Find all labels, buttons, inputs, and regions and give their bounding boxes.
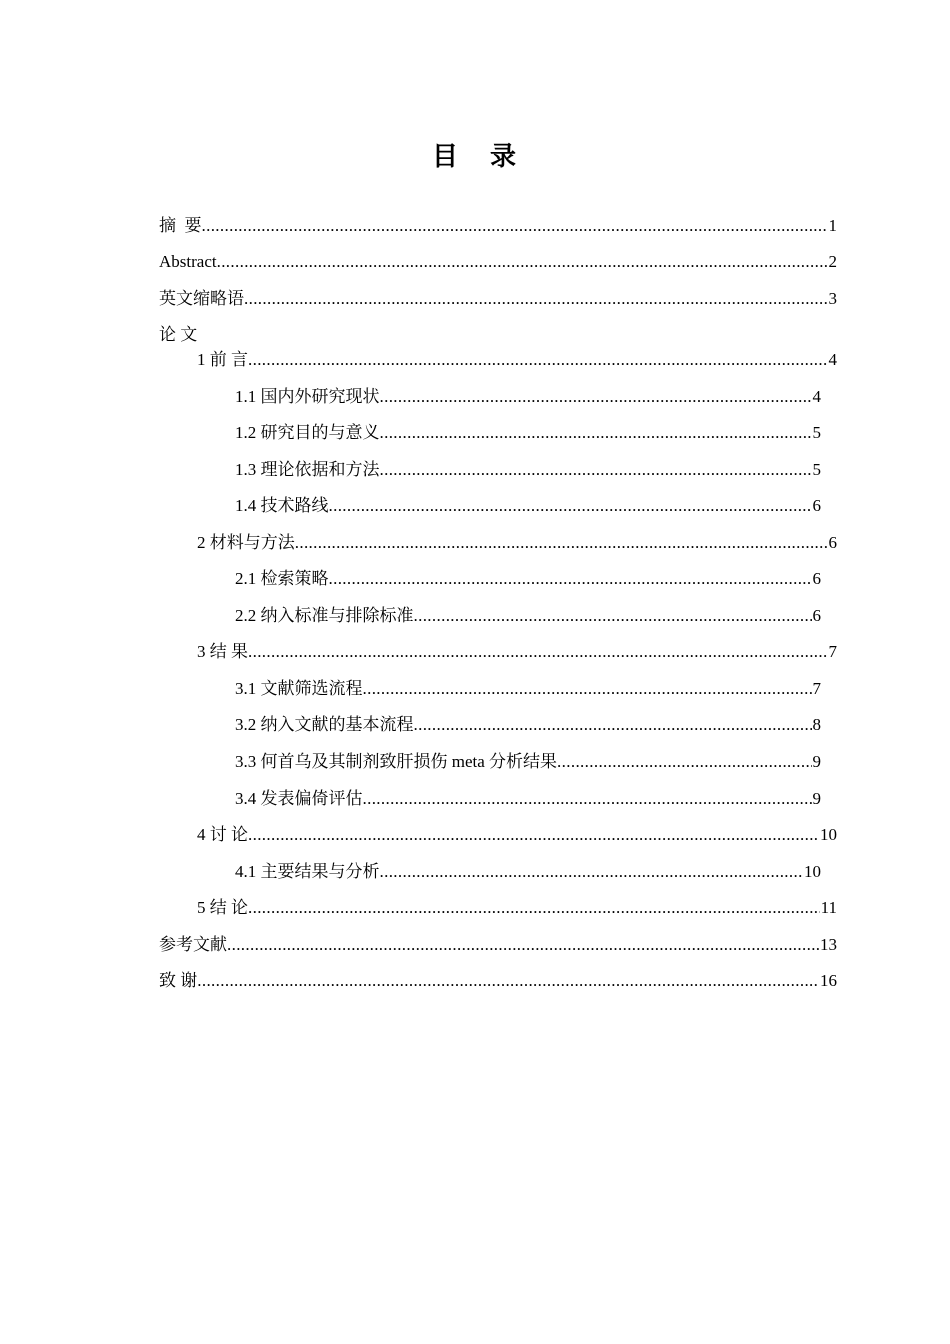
dot-leader: [329, 494, 812, 518]
toc-page-number: 11: [820, 898, 837, 917]
toc-entry-label: 致 谢: [159, 971, 198, 990]
title-char-1: 目: [431, 142, 460, 172]
toc-page-number: 6: [828, 533, 837, 552]
toc-entry-3-3[interactable]: [235, 750, 821, 774]
toc-entry-label: 3.3 何首乌及其制剂致肝损伤 meta 分析结果: [235, 752, 558, 771]
toc-entry-1-3[interactable]: [235, 458, 821, 482]
toc-page-number: 5: [812, 423, 821, 442]
toc-page-number: 9: [812, 752, 821, 771]
toc-entry-3-2[interactable]: [235, 713, 821, 737]
toc-page-number: 13: [820, 935, 837, 954]
toc-entry-label: 1 前 言: [197, 350, 248, 369]
toc-entry-references[interactable]: [159, 933, 837, 957]
dot-leader: [380, 385, 812, 409]
toc-page-number: 9: [812, 789, 821, 808]
toc-entry-abstract-en[interactable]: [159, 250, 837, 274]
dot-leader: [414, 604, 812, 628]
toc-entry-abstract-cn[interactable]: [159, 214, 837, 238]
toc-page-number: 6: [812, 606, 821, 625]
toc-entry-1-1[interactable]: [235, 385, 821, 409]
toc-entry-1-2[interactable]: [235, 421, 821, 445]
toc-page-number: 7: [812, 679, 821, 698]
toc-page-number: 2: [828, 252, 837, 271]
toc-entry-2-1[interactable]: [235, 567, 821, 591]
toc-page-number: 10: [804, 862, 821, 881]
toc-page-number: 8: [812, 715, 821, 734]
toc-entry-label: 5 结 论: [197, 898, 248, 917]
toc-page-number: 4: [812, 387, 821, 406]
title-char-2: 录: [490, 142, 519, 172]
toc-entry-label: 论 文: [159, 325, 198, 344]
toc-entry-1-4[interactable]: [235, 494, 821, 518]
toc-page-number: 1: [828, 216, 837, 235]
toc-entry-label: 3 结 果: [197, 642, 248, 661]
toc-entry-label: 2.2 纳入标准与排除标准: [235, 606, 414, 625]
toc-heading-thesis: [159, 323, 837, 347]
dot-leader: [295, 531, 828, 555]
toc-entry-label: 1.3 理论依据和方法: [235, 460, 380, 479]
toc-page-number: 10: [820, 825, 837, 844]
toc-page-number: 7: [828, 642, 837, 661]
toc-entry-chapter-3[interactable]: [197, 640, 837, 664]
dot-leader: [363, 677, 812, 701]
dot-leader: [248, 823, 819, 847]
dot-leader: [227, 933, 819, 957]
toc-entry-chapter-5[interactable]: [197, 896, 837, 920]
toc-entry-label: 4 讨 论: [197, 825, 248, 844]
dot-leader: [414, 713, 812, 737]
dot-leader: [329, 567, 812, 591]
toc-page-number: 16: [820, 971, 837, 990]
toc-entry-label: 4.1 主要结果与分析: [235, 862, 380, 881]
toc-entry-label: 1.1 国内外研究现状: [235, 387, 380, 406]
dot-leader: [363, 787, 812, 811]
toc-entry-label: Abstract: [159, 252, 217, 271]
dot-leader: [244, 287, 828, 311]
toc-entry-4-1[interactable]: [235, 860, 821, 884]
toc-entry-label: 1.2 研究目的与意义: [235, 423, 380, 442]
toc-entry-2-2[interactable]: [235, 604, 821, 628]
toc-page-number: 6: [812, 496, 821, 515]
toc-entry-3-1[interactable]: [235, 677, 821, 701]
toc-entry-label: 2.1 检索策略: [235, 569, 329, 588]
toc-entry-label: 2 材料与方法: [197, 533, 295, 552]
toc-entry-label: 英文缩略语: [159, 289, 244, 308]
toc-entry-label: 3.2 纳入文献的基本流程: [235, 715, 414, 734]
toc-entry-label: 3.4 发表偏倚评估: [235, 789, 363, 808]
toc-entry-3-4[interactable]: [235, 787, 821, 811]
dot-leader: [380, 860, 804, 884]
toc-entry-acknowledgements[interactable]: [159, 969, 837, 993]
toc-page-number: 3: [828, 289, 837, 308]
dot-leader: [248, 896, 820, 920]
toc-entry-label: 1.4 技术路线: [235, 496, 329, 515]
toc-entry-label: 3.1 文献筛选流程: [235, 679, 363, 698]
toc-page-number: 5: [812, 460, 821, 479]
toc-entry-chapter-2[interactable]: [197, 531, 837, 555]
toc-entry-chapter-4[interactable]: [197, 823, 837, 847]
dot-leader: [202, 214, 828, 238]
dot-leader: [557, 750, 811, 774]
toc-page-number: 6: [812, 569, 821, 588]
dot-leader: [248, 640, 828, 664]
page-title: [0, 140, 950, 174]
dot-leader: [248, 348, 828, 372]
dot-leader: [197, 969, 819, 993]
dot-leader: [380, 421, 812, 445]
dot-leader: [380, 458, 812, 482]
toc-entry-abbreviations[interactable]: [159, 287, 837, 311]
toc-entry-chapter-1[interactable]: [197, 348, 837, 372]
dot-leader: [217, 250, 828, 274]
toc-entry-label: 参考文献: [159, 935, 227, 954]
toc-page-number: 4: [828, 350, 837, 369]
toc-entry-label: 摘 要: [159, 216, 202, 235]
